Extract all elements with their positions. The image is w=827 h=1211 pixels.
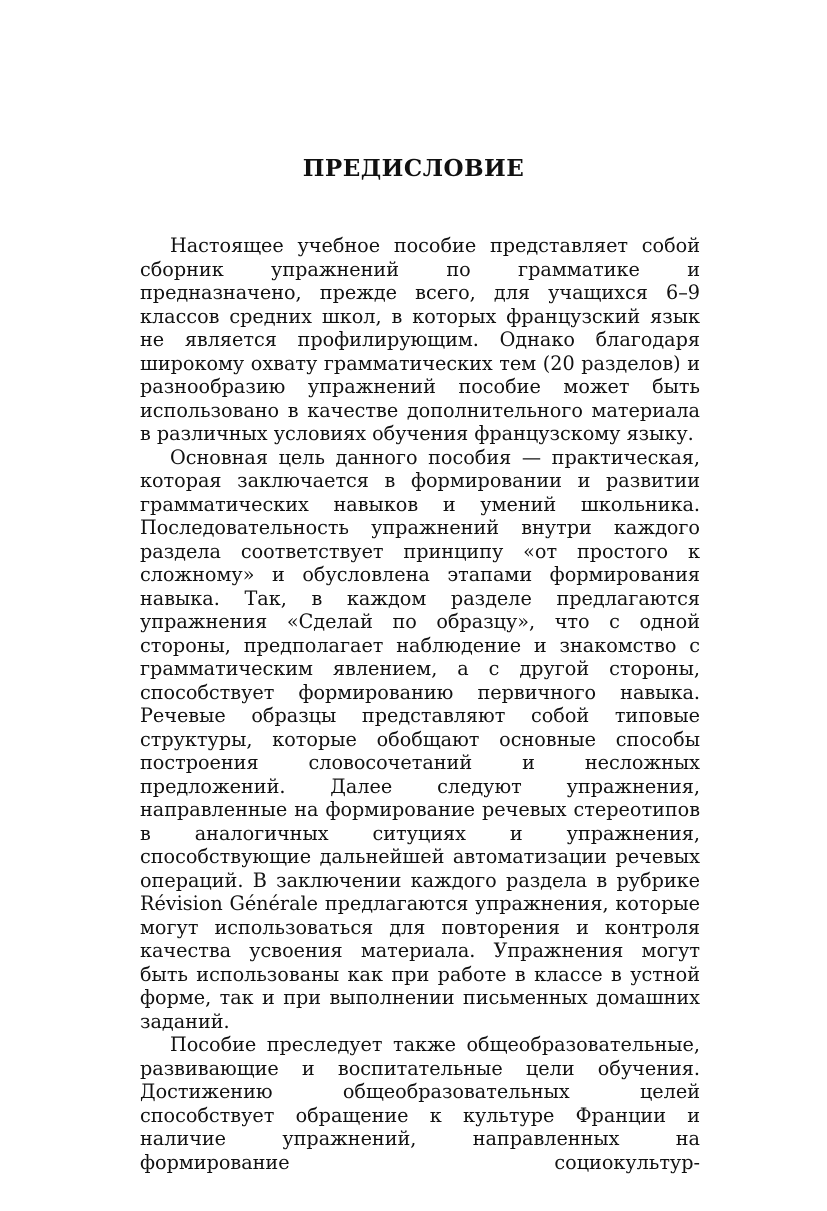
- preface-body: [140, 234, 700, 1174]
- paragraph-1: Настоящее учебное пособие представляет собой сборник упражнений по грамматике и предназначено, прежде всего, для учащихся 6–9 классов средних школ, в которых французский язык не является профилирующим. Однако благодаря широкому охвату грамматических тем (20 разделов) и разнообразию упражнений пособие может быть использовано в качестве дополнительного материала в различных условиях обучения французскому языку.: [140, 234, 700, 445]
- paragraph-3: Пособие преследует также общеобразовательные, развивающие и воспитательные цели обучения. Достижению общеобразовательных целей способствует обращение к культуре Франции и наличие упражнений, направленных на формирование социокультур-: [140, 1033, 700, 1174]
- paragraph-2: Основная цель данного пособия — практическая, которая заключается в формировании и развитии грамматических навыков и умений школьника. Последовательность упражнений внутри каждого раздела соответствует принципу «от простого к сложному» и обусловлена этапами формирования навыка. Так, в каждом разделе предлагаются упражнения «Сделай по образцу», что с одной стороны, предполагает наблюдение и знакомство с грамматическим явлением, а с другой стороны, способствует формированию первичного навыка. Речевые образцы представляют собой типовые структуры, которые обобщают основные способы построения словосочетаний и несложных предложений. Далее следуют упражнения, направленные на формирование речевых стереотипов в аналогичных ситуциях и упражнения, способствующие дальнейшей автоматизации речевых операций. В заключении каждого раздела в рубрике Révision Générale предлагаются упражнения, которые могут использоваться для повторения и контроля качества усвоения материала. Упражнения могут быть использованы как при работе в классе в устной форме, так и при выполнении письменных домашних заданий.: [140, 445, 700, 1033]
- page-title: ПРЕДИСЛОВИЕ: [302, 155, 525, 182]
